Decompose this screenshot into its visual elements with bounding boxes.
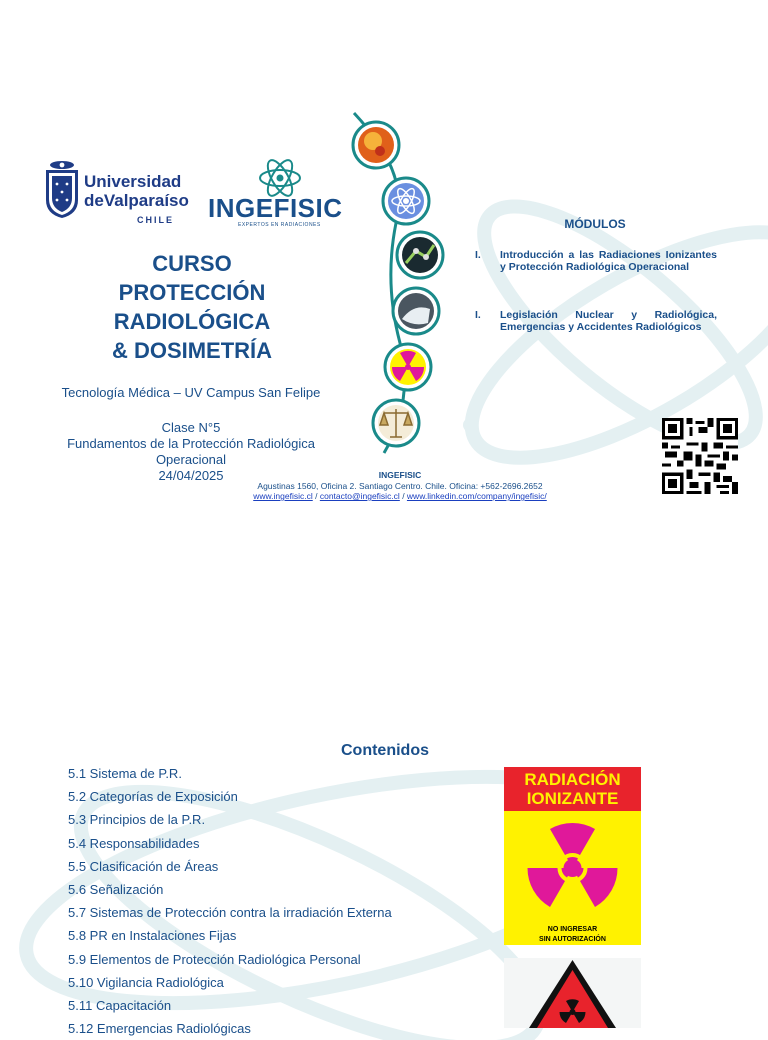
ingefisic-tagline: EXPERTOS EN RADIACIONES [238,222,321,228]
website-link[interactable]: www.ingefisic.cl [253,491,313,501]
contents-slide [0,720,768,1037]
email-link[interactable]: contacto@ingefisic.cl [319,491,400,501]
modules-title: MÓDULOS [564,217,626,231]
list-item: 5.4 Responsabilidades [68,835,200,851]
module-text: Legislación Nuclear y Radiológica, Emergencias y Accidentes Radiológicos [500,309,717,333]
module-item [475,249,717,273]
justice-scales-icon [373,400,419,446]
radiation-warning-sign [504,767,641,945]
list-item: 5.12 Emergencias Radiológicas [68,1021,251,1037]
module-text: Introducción a las Radiaciones Ionizantes y Protección Radiológica Operacional [500,249,717,273]
sign-footer-line-1: NO INGRESAR [547,926,598,933]
class-number: Clase N°5 [161,420,221,435]
link-separator: / [312,491,320,501]
module-item [475,309,717,333]
radiation-symbol-icon [385,344,431,390]
course-title-line: & DOSIMETRÍA [111,338,273,363]
footer-address: Agustinas 1560, Oficina 2. Santiago Centro. Chile. Oficina: +562-2696.2652 [257,480,543,491]
course-subtitle: Tecnología Médica – UV Campus San Felipe [61,385,321,400]
list-item: 5.3 Principios de la P.R. [68,812,206,828]
sign-footer-line-2: SIN AUTORIZACIÓN [539,936,606,943]
triangle-warning-sign [504,958,641,1028]
atom-image-icon [383,178,429,224]
course-title [60,249,324,365]
class-date: 24/04/2025 [158,468,224,483]
qr-code-icon[interactable] [662,418,738,494]
sign-heading-line-1: RADIACIÓN [524,770,621,789]
uv-name-line-1: Universidad [84,172,182,191]
module-number: I. [475,309,481,321]
uv-name [84,172,189,210]
module-number: I. [475,249,481,261]
uv-name-line-2: deValparaíso [84,191,189,210]
title-slide [0,95,768,525]
contact-footer [200,470,600,502]
list-item: 5.10 Vigilancia Radiológica [68,974,224,990]
course-title-line: RADIOLÓGICA [113,309,271,334]
class-topic-line-1: Fundamentos de la Protección Radiológica [67,436,315,451]
sign-heading-line-2: IONIZANTE [526,789,619,808]
list-item: 5.2 Categorías de Exposición [68,789,238,805]
contents-title: Contenidos [341,742,429,759]
class-topic-line-2: Operacional [155,452,227,467]
course-title-line: CURSO [152,251,232,276]
sun-image-icon [353,122,399,168]
linkedin-link[interactable]: www.linkedin.com/company/ingefisic/ [406,491,547,501]
list-item: 5.11 Capacitación [68,998,172,1014]
topic-images-column [340,113,440,453]
list-item: 5.8 PR en Instalaciones Fijas [68,928,237,944]
link-separator: / [399,491,407,501]
list-item: 5.5 Clasificación de Áreas [68,858,219,874]
footer-company: INGEFISIC [378,470,422,480]
footer-links [200,491,600,502]
molecule-image-icon [397,232,443,278]
contents-list [68,762,392,1040]
list-item: 5.1 Sistema de P.R. [68,766,182,781]
medical-procedure-image-icon [393,288,439,334]
course-title-line: PROTECCIÓN [118,280,266,305]
ingefisic-name: INGEFISIC [208,193,343,223]
uv-country: CHILE [137,215,174,225]
list-item: 5.6 Señalización [68,882,164,898]
list-item: 5.9 Elementos de Protección Radiológica Personal [68,951,361,967]
list-item: 5.7 Sistemas de Protección contra la irradiación Externa [68,905,392,921]
